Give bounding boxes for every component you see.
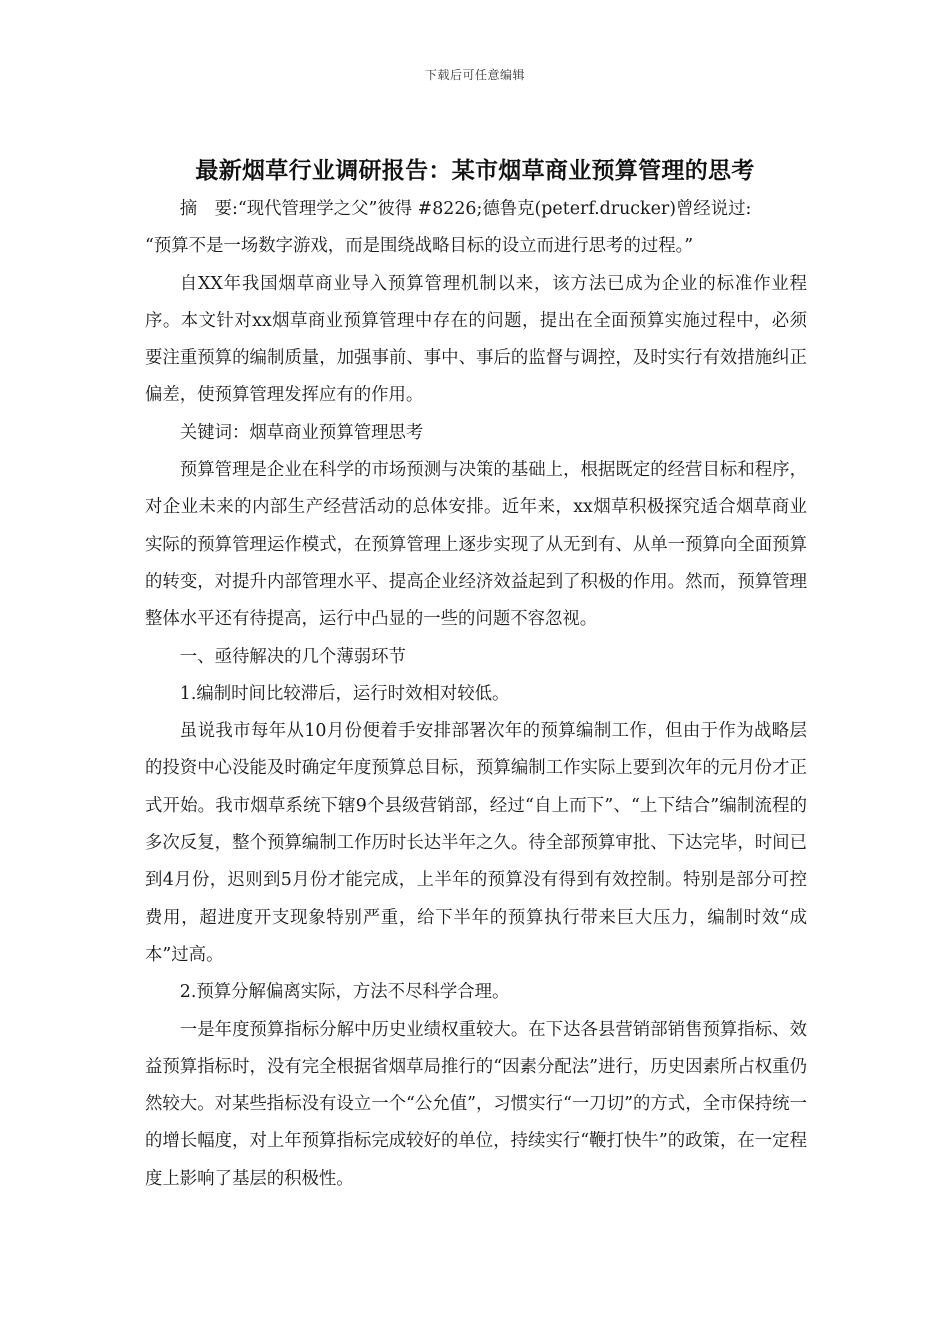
section-heading: 一、亟待解决的几个薄弱环节 <box>179 646 406 667</box>
subsection-heading: 1.编制时间比较滞后，运行时效相对较低。 <box>179 683 510 704</box>
abstract-line-1: 摘 要:“现代管理学之父”彼得 #8226;德鲁克(peterf.drucker)曾经说过: <box>179 199 752 219</box>
keywords-line: 关键词：烟草商业预算管理思考 <box>179 422 424 443</box>
paragraph: 一是年度预算指标分解中历史业绩权重较大。在下达各县营销部销售预算指标、效益预算指标时，没有完全根据省烟草局推行的“因素分配法”进行，历史因素所占权重仍然较大。对某些指标没有设立一个“公允值”，习惯实行“一刀切”的方式，全市保持统一的增长幅度，对上年预算指标完成较好的单位，持续实行“鞭打快牛”的政策，在一定程度上影响了基层的积极性。 <box>145 1019 807 1189</box>
subsection-heading: 2.预算分解偏离实际，方法不尽科学合理。 <box>179 982 510 1003</box>
page-header-note: 下载后可任意编辑 <box>424 68 525 82</box>
document-title: 最新烟草行业调研报告：某市烟草商业预算管理的思考 <box>195 157 755 184</box>
paragraph: 自XX年我国烟草商业导入预算管理机制以来，该方法已成为企业的标准作业程序。本文针对xx烟草商业预算管理中存在的问题，提出在全面预算实施过程中，必须要注重预算的编制质量，加强事前、事中、事后的监督与调控，及时实行有效措施纠正偏差，使预算管理发挥应有的作用。 <box>145 273 807 406</box>
paragraph: 虽说我市每年从10月份便着手安排部署次年的预算编制工作，但由于作为战略层的投资中心没能及时确定年度预算总目标，预算编制工作实际上要到次年的元月份才正式开始。我市烟草系统下辖9个县级营销部，经过“自上而下”、“上下结合”编制流程的多次反复，整个预算编制工作历时长达半年之久。待全部预算审批、下达完毕，时间已到4月份，迟则到5月份才能完成，上半年的预算没有得到有效控制。特别是部分可控费用，超进度开支现象特别严重，给下半年的预算执行带来巨大压力，编制时效“成本”过高。 <box>145 721 807 965</box>
document-body <box>145 191 807 1198</box>
paragraph: 预算管理是企业在科学的市场预测与决策的基础上，根据既定的经营目标和程序，对企业未来的内部生产经营活动的总体安排。近年来，xx烟草积极探究适合烟草商业实际的预算管理运作模式，在预算管理上逐步实现了从无到有、从单一预算向全面预算的转变，对提升内部管理水平、提高企业经济效益起到了积极的作用。然而，预算管理整体水平还有待提高，运行中凸显的一些的问题不容忽视。 <box>145 460 807 630</box>
abstract-line-2: “预算不是一场数字游戏，而是围绕战略目标的设立而进行思考的过程。” <box>145 236 694 257</box>
